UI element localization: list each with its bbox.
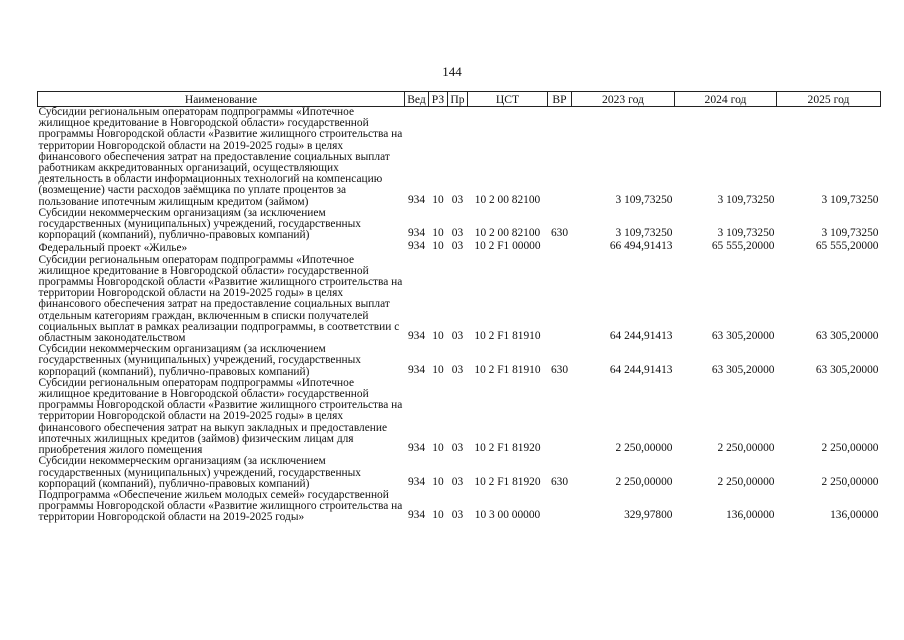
budget-table <box>37 91 881 524</box>
table-row <box>38 107 881 208</box>
row-2023: 2 250,00000 <box>615 442 673 455</box>
row-name: Субсидии некоммерческим организациям (за исключением государственных (муниципальных) учреждений, государственных корпораций (компаний), публично-правовых компаний) <box>38 455 361 490</box>
row-cst: 10 2 F1 81920 <box>474 475 541 488</box>
row-2025: 63 305,20000 <box>815 330 879 343</box>
row-ved: 934 <box>407 509 426 522</box>
row-pr: 03 <box>451 240 464 253</box>
row-rz: 10 <box>432 330 444 343</box>
row-pr: 03 <box>451 509 464 522</box>
row-pr: 03 <box>451 363 464 376</box>
row-rz: 10 <box>432 442 444 455</box>
row-cst: 10 2 F1 81920 <box>474 442 541 455</box>
row-name: Субсидии региональным операторам подпрограммы «Ипотечное жилищное кредитование в Новгородской области» государственной программы Новгородской области «Развитие жилищного строительства на территории Новгородской области на 2019-2025 годы» в целях финансового обеспечения затрат на предоставление социальных выплат отдельным категориям граждан, включенным в списки получателей социальных выплат в рамках реализации подпрограммы, в соответствии с областным законодательством <box>38 253 403 345</box>
row-cst: 10 2 F1 81910 <box>474 330 541 343</box>
row-rz: 10 <box>432 240 444 253</box>
column-header-2023: 2023 год <box>572 92 675 107</box>
table-row <box>38 255 881 345</box>
row-rz: 10 <box>432 363 444 376</box>
table-row <box>38 208 881 242</box>
row-ved: 934 <box>407 240 426 253</box>
row-name: Субсидии некоммерческим организациям (за исключением государственных (муниципальных) учреждений, государственных корпораций (компаний), публично-правовых компаний) <box>38 206 361 242</box>
table-row <box>38 378 881 456</box>
row-name: Субсидии региональным операторам подпрограммы «Ипотечное жилищное кредитование в Новгородской области» государственной программы Новгородской области «Развитие жилищного строительства на территории Новгородской области на 2019-2025 годы» в целях финансового обеспечения затрат на предоставление социальных выплат работникам аккредитованных организаций, осуществляющих деятельность в области информационных технологий на компенсацию (возмещение) части расходов заёмщика по уплате процентов за пользование ипотечным жилищным кредитом (займом) <box>38 106 403 208</box>
row-vr: 630 <box>550 475 569 488</box>
row-2025: 3 109,73250 <box>821 227 879 240</box>
row-pr: 03 <box>451 193 464 206</box>
row-pr: 03 <box>451 227 464 240</box>
column-header-2024: 2024 год <box>675 92 777 107</box>
row-vr <box>548 490 572 524</box>
row-2024: 136,00000 <box>726 509 775 522</box>
row-2024: 65 555,20000 <box>711 240 775 253</box>
row-name: Подпрограмма «Обеспечение жильем молодых семей» государственной программы Новгородской области «Развитие жилищного строительства на территории Новгородской области на 2019-2025 годы» <box>38 488 403 524</box>
row-vr: 630 <box>550 363 569 376</box>
table-row <box>38 241 881 254</box>
column-header-rz: РЗ <box>429 92 448 107</box>
table-header-row <box>38 92 881 107</box>
column-header-name: Наименование <box>38 92 405 107</box>
row-2025: 2 250,00000 <box>821 475 879 488</box>
row-ved: 934 <box>407 193 426 206</box>
column-header-ved: Вед <box>405 92 429 107</box>
row-cst: 10 2 00 82100 <box>474 193 541 206</box>
row-rz: 10 <box>432 509 444 522</box>
row-2023: 3 109,73250 <box>615 227 673 240</box>
row-2025: 63 305,20000 <box>815 363 879 376</box>
row-2024: 63 305,20000 <box>711 330 775 343</box>
column-header-2025: 2025 год <box>777 92 881 107</box>
row-2023: 329,97800 <box>624 509 673 522</box>
row-ved: 934 <box>407 363 426 376</box>
row-ved: 934 <box>407 475 426 488</box>
row-name: Субсидии некоммерческим организациям (за исключением государственных (муниципальных) учреждений, государственных корпораций (компаний), публично-правовых компаний) <box>38 343 361 378</box>
row-rz: 10 <box>432 475 444 488</box>
row-rz: 10 <box>432 227 444 240</box>
row-2023: 3 109,73250 <box>615 193 673 206</box>
row-2023: 2 250,00000 <box>615 475 673 488</box>
row-vr <box>548 107 572 208</box>
row-vr: 630 <box>550 227 569 240</box>
column-header-cst: ЦСТ <box>468 92 548 107</box>
column-header-vr: ВР <box>548 92 572 107</box>
row-pr: 03 <box>451 475 464 488</box>
row-2024: 63 305,20000 <box>711 363 775 376</box>
table-row <box>38 490 881 524</box>
row-vr <box>548 255 572 345</box>
table-row <box>38 344 881 378</box>
row-2023: 64 244,91413 <box>609 363 673 376</box>
row-2025: 2 250,00000 <box>821 442 879 455</box>
row-name: Субсидии региональным операторам подпрограммы «Ипотечное жилищное кредитование в Новгородской области» государственной программы Новгородской области «Развитие жилищного строительства на территории Новгородской области на 2019-2025 годы» в целях финансового обеспечения затрат на выкуп закладных и предоставление ипотечных жилищных кредитов (займов) физическим лицам для приобретения жилого помещения <box>38 376 403 457</box>
row-2025: 136,00000 <box>830 509 879 522</box>
table-row <box>38 456 881 490</box>
row-2023: 64 244,91413 <box>609 330 673 343</box>
row-ved: 934 <box>407 442 426 455</box>
row-pr: 03 <box>451 442 464 455</box>
row-vr <box>548 378 572 456</box>
row-rz: 10 <box>432 193 444 206</box>
column-header-pr: Пр <box>448 92 468 107</box>
row-cst: 10 2 F1 00000 <box>474 240 541 253</box>
row-2025: 65 555,20000 <box>815 240 879 253</box>
row-ved: 934 <box>407 227 426 240</box>
page-number: 144 <box>442 64 462 79</box>
row-pr: 03 <box>451 330 464 343</box>
row-2024: 3 109,73250 <box>717 227 775 240</box>
row-2023: 66 494,91413 <box>609 240 673 253</box>
row-cst: 10 2 00 82100 <box>474 227 541 240</box>
row-2024: 2 250,00000 <box>717 475 775 488</box>
row-name: Федеральный проект «Жилье» <box>38 242 188 255</box>
row-2025: 3 109,73250 <box>821 193 879 206</box>
row-ved: 934 <box>407 330 426 343</box>
row-2024: 3 109,73250 <box>717 193 775 206</box>
row-vr <box>548 241 572 254</box>
row-cst: 10 3 00 00000 <box>474 509 541 522</box>
row-2024: 2 250,00000 <box>717 442 775 455</box>
row-cst: 10 2 F1 81910 <box>474 363 541 376</box>
